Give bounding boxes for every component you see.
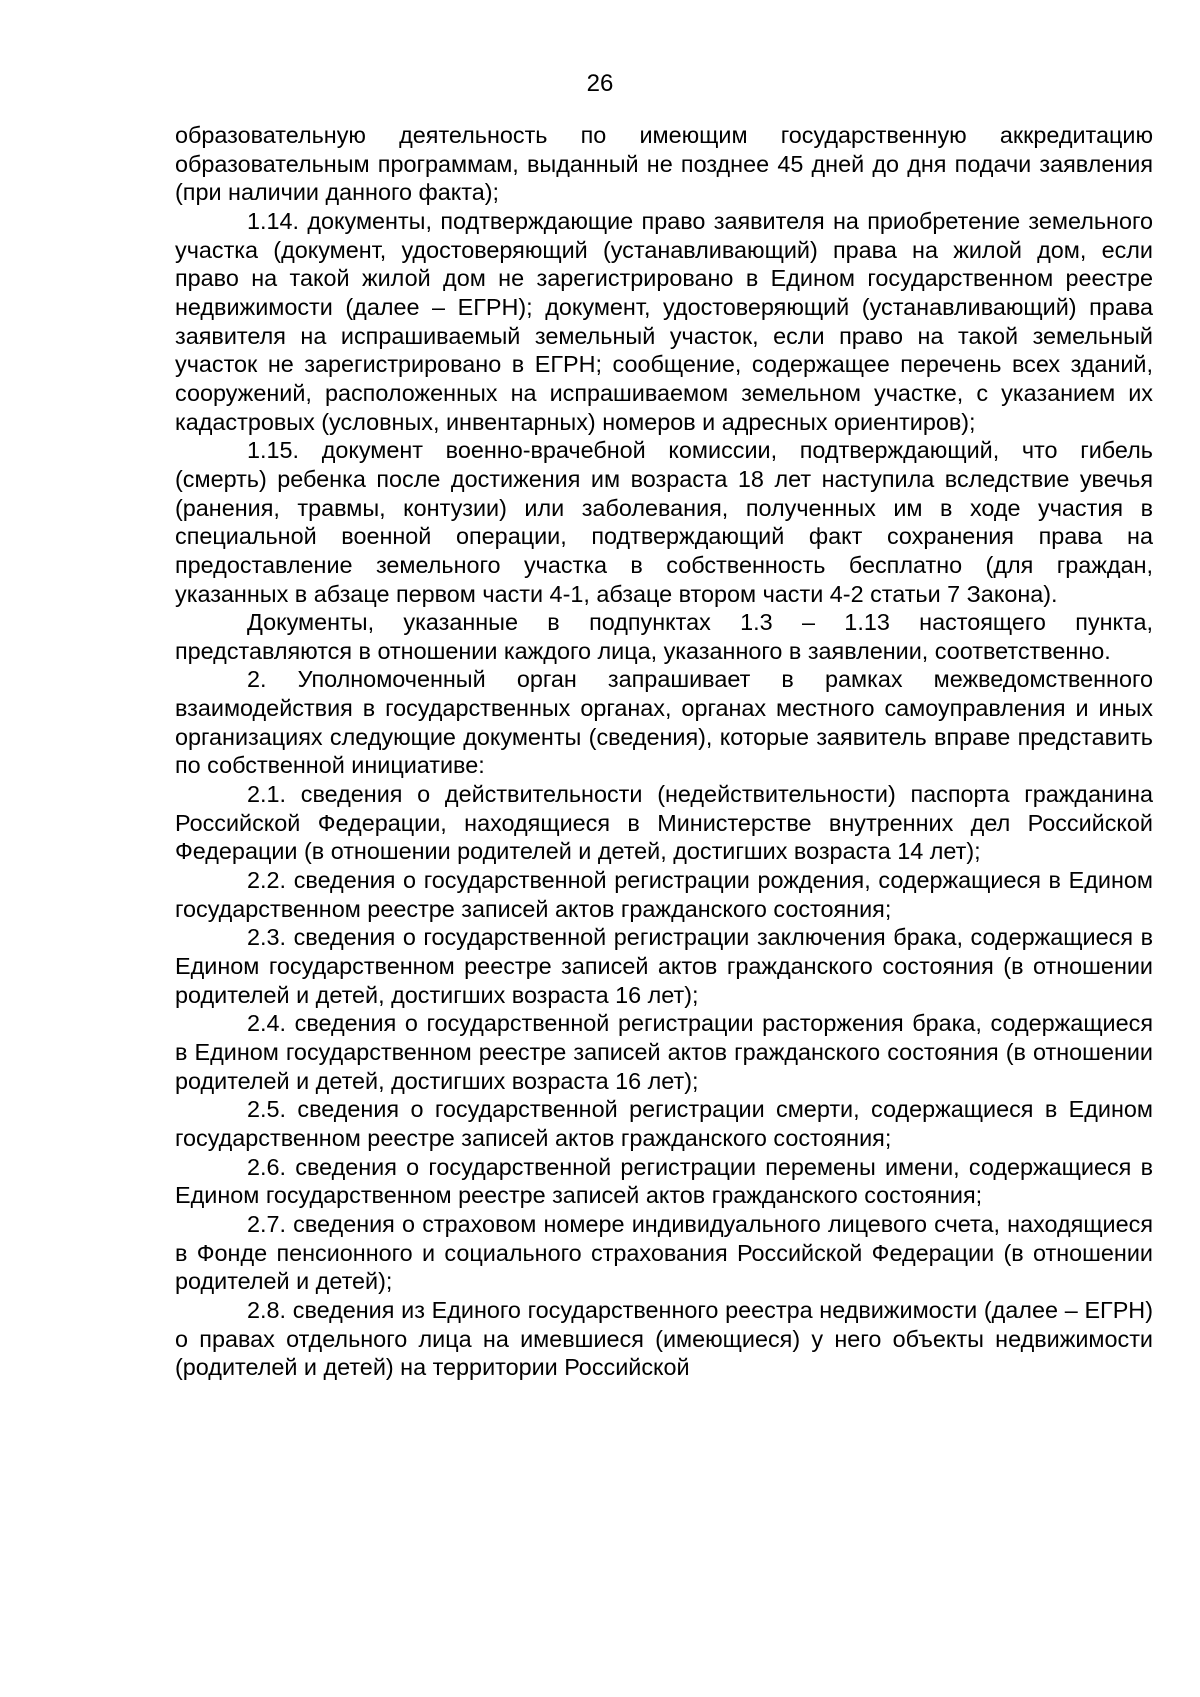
paragraph-2-8: 2.8. сведения из Единого государственного реестра недвижимости (далее – ЕГРН) о правах отдельного лица на имевшиеся (имеющиеся) у него объекты недвижимости (родителей и детей) на территории Российской <box>175 1296 1153 1381</box>
paragraph-2-2: 2.2. сведения о государственной регистрации рождения, содержащиеся в Едином государственном реестре записей актов гражданского состояния; <box>175 867 1153 922</box>
paragraph-1-15: 1.15. документ военно-врачебной комиссии, подтверждающий, что гибель (смерть) ребенка после достижения им возраста 18 лет наступила вследствие увечья (ранения, травмы, контузии) или заболевания, полученных им в ходе участия в специальной военной операции, подтверждающий факт сохранения права на предоставление земельного участка в собственность бесплатно (для граждан, указанных в абзаце первом части 4-1, абзаце втором части 4-2 статьи 7 Закона). <box>175 437 1153 607</box>
paragraph-2-6: 2.6. сведения о государственной регистрации перемены имени, содержащиеся в Едином государственном реестре записей актов гражданского состояния; <box>175 1153 1153 1209</box>
paragraph-1-14: 1.14. документы, подтверждающие право заявителя на приобретение земельного участка (документ, удостоверяющий (устанавливающий) права на жилой дом, если право на такой жилой дом не зарегистрировано в Едином государственном реестре недвижимости (далее – ЕГРН); документ, удостоверяющий (устанавливающий) права заявителя на испрашиваемый земельный участок, если право на такой земельный участок не зарегистрировано в ЕГРН; сообщение, содержащее перечень всех зданий, сооружений, расположенных на испрашиваемом земельном участке, с указанием их кадастровых (условных, инвентарных) номеров и адресных ориентиров); <box>175 207 1153 435</box>
document-body <box>175 121 1153 1382</box>
paragraph-2-7: 2.7. сведения о страховом номере индивидуального лицевого счета, находящиеся в Фонде пенсионного и социального страхования Российской Федерации (в отношении родителей и детей); <box>175 1210 1153 1295</box>
paragraph-documents-note: Документы, указанные в подпунктах 1.3 – 1.13 настоящего пункта, представляются в отношении каждого лица, указанного в заявлении, соответственно. <box>175 609 1153 664</box>
paragraph-2-1: 2.1. сведения о действительности (недействительности) паспорта гражданина Российской Федерации, находящиеся в Министерстве внутренних дел Российской Федерации (в отношении родителей и детей, достигших возраста 14 лет); <box>175 781 1153 865</box>
paragraph-2-5: 2.5. сведения о государственной регистрации смерти, содержащиеся в Едином государственном реестре записей актов гражданского состояния; <box>175 1096 1153 1151</box>
paragraph-2-3: 2.3. сведения о государственной регистрации заключения брака, содержащиеся в Едином государственном реестре записей актов гражданского состояния (в отношении родителей и детей, достигших возраста 16 лет); <box>175 924 1153 1008</box>
paragraph-continuation: образовательную деятельность по имеющим государственную аккредитацию образовательным программам, выданный не позднее 45 дней до дня подачи заявления (при наличии данного факта); <box>175 122 1153 206</box>
page-number: 26 <box>586 70 614 97</box>
paragraph-2-4: 2.4. сведения о государственной регистрации расторжения брака, содержащиеся в Едином государственном реестре записей актов гражданского состояния (в отношении родителей и детей, достигших возраста 16 лет); <box>175 1010 1153 1094</box>
paragraph-2: 2. Уполномоченный орган запрашивает в рамках межведомственного взаимодействия в государственных органах, органах местного самоуправления и иных организациях следующие документы (сведения), которые заявитель вправе представить по собственной инициативе: <box>175 666 1153 779</box>
